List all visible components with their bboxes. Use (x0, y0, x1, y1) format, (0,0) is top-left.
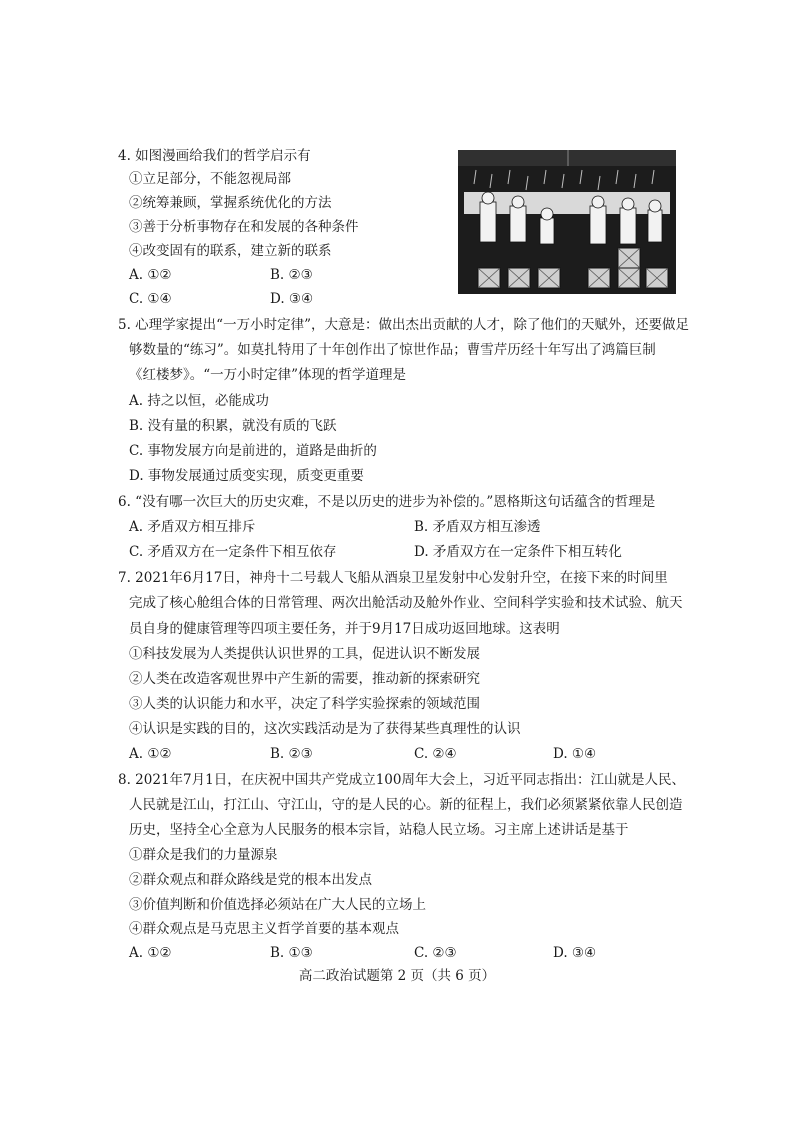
q5-choice-c: C. 事物发展方向是前进的，道路是曲折的 (129, 443, 377, 459)
q8-choice-b: B. ①③ (270, 945, 313, 961)
q6-stem: 6. “没有哪一次巨大的历史灾难，不是以历史的进步为补偿的。”恩格斯这句话蕴含的哲理是 (118, 494, 656, 510)
q5-choice-b: B. 没有量的积累，就没有质的飞跃 (129, 418, 337, 434)
q4-option-2: ②统筹兼顾，掌握系统优化的方法 (129, 195, 332, 211)
q5-choice-d: D. 事物发展通过质变实现，质变更重要 (129, 468, 364, 484)
q7-option-3: ③人类的认识能力和水平，决定了科学实验探索的领域范围 (129, 696, 480, 712)
q5-stem-line-1: 5. 心理学家提出“一万小时定律”，大意是：做出杰出贡献的人才，除了他们的天赋外，还要做足 (118, 317, 689, 333)
q8-option-1: ①群众是我们的力量源泉 (129, 847, 278, 863)
q7-choice-c: C. ②④ (414, 746, 457, 762)
q4-stem: 4. 如图漫画给我们的哲学启示有 (118, 148, 311, 164)
q7-choice-d: D. ①④ (553, 746, 597, 762)
q8-option-4: ④群众观点是马克思主义哲学首要的基本观点 (129, 921, 399, 937)
q5-stem-line-3: 《红楼梦》。“一万小时定律”体现的哲学道理是 (129, 367, 407, 383)
cartoon-illustration (458, 150, 676, 294)
q4-option-3: ③善于分析事物存在和发展的各种条件 (129, 219, 359, 235)
q8-choice-c: C. ②③ (414, 945, 457, 961)
q8-option-2: ②群众观点和群众路线是党的根本出发点 (129, 872, 372, 888)
q6-choice-c: C. 矛盾双方在一定条件下相互依存 (129, 544, 337, 560)
q8-stem-line-1: 8. 2021年7月1日，在庆祝中国共产党成立100周年大会上，习近平同志指出：江山就是人民、 (118, 772, 685, 788)
q6-choice-d: D. 矛盾双方在一定条件下相互转化 (414, 544, 622, 560)
q7-stem-line-2: 完成了核心舱组合体的日常管理、两次出舱活动及舱外作业、空间科学实验和技术试验、航天 (129, 595, 683, 611)
q5-stem-line-2: 够数量的“练习”。如莫扎特用了十年创作出了惊世作品；曹雪芹历经十年写出了鸿篇巨制 (129, 342, 656, 358)
q5-choice-a: A. 持之以恒，必能成功 (129, 393, 269, 409)
q6-choice-a: A. 矛盾双方相互排斥 (129, 519, 256, 535)
q8-choice-d: D. ③④ (553, 945, 597, 961)
q4-choice-a: A. ①② (129, 267, 172, 283)
q4-choice-b: B. ②③ (270, 267, 313, 283)
q7-stem-line-1: 7. 2021年6月17日，神舟十二号载人飞船从酒泉卫星发射中心发射升空，在接下来的时间里 (118, 570, 668, 586)
q8-choice-a: A. ①② (129, 945, 172, 961)
q7-option-2: ②人类在改造客观世界中产生新的需要，推动新的探索研究 (129, 671, 480, 687)
q4-choice-d: D. ③④ (270, 291, 314, 307)
page-footer: 高二政治试题第 2 页（共 6 页） (298, 968, 496, 984)
q4-option-1: ①立足部分，不能忽视局部 (129, 171, 291, 187)
q4-option-4: ④改变固有的联系，建立新的联系 (129, 243, 332, 259)
q7-option-4: ④认识是实践的目的，这次实践活动是为了获得某些真理性的认识 (129, 721, 521, 737)
q7-option-1: ①科技发展为人类提供认识世界的工具，促进认识不断发展 (129, 646, 480, 662)
q8-option-3: ③价值判断和价值选择必须站在广大人民的立场上 (129, 897, 426, 913)
q7-stem-line-3: 员自身的健康管理等四项主要任务，并于9月17日成功返回地球。这表明 (129, 621, 560, 637)
q6-choice-b: B. 矛盾双方相互渗透 (414, 519, 541, 535)
q7-choice-b: B. ②③ (270, 746, 313, 762)
q4-choice-c: C. ①④ (129, 291, 172, 307)
q7-choice-a: A. ①② (129, 746, 172, 762)
q8-stem-line-3: 历史，坚持全心全意为人民服务的根本宗旨，站稳人民立场。习主席上述讲话是基于 (129, 822, 629, 838)
q8-stem-line-2: 人民就是江山，打江山、守江山，守的是人民的心。新的征程上，我们必须紧紧依靠人民创造 (129, 797, 683, 813)
